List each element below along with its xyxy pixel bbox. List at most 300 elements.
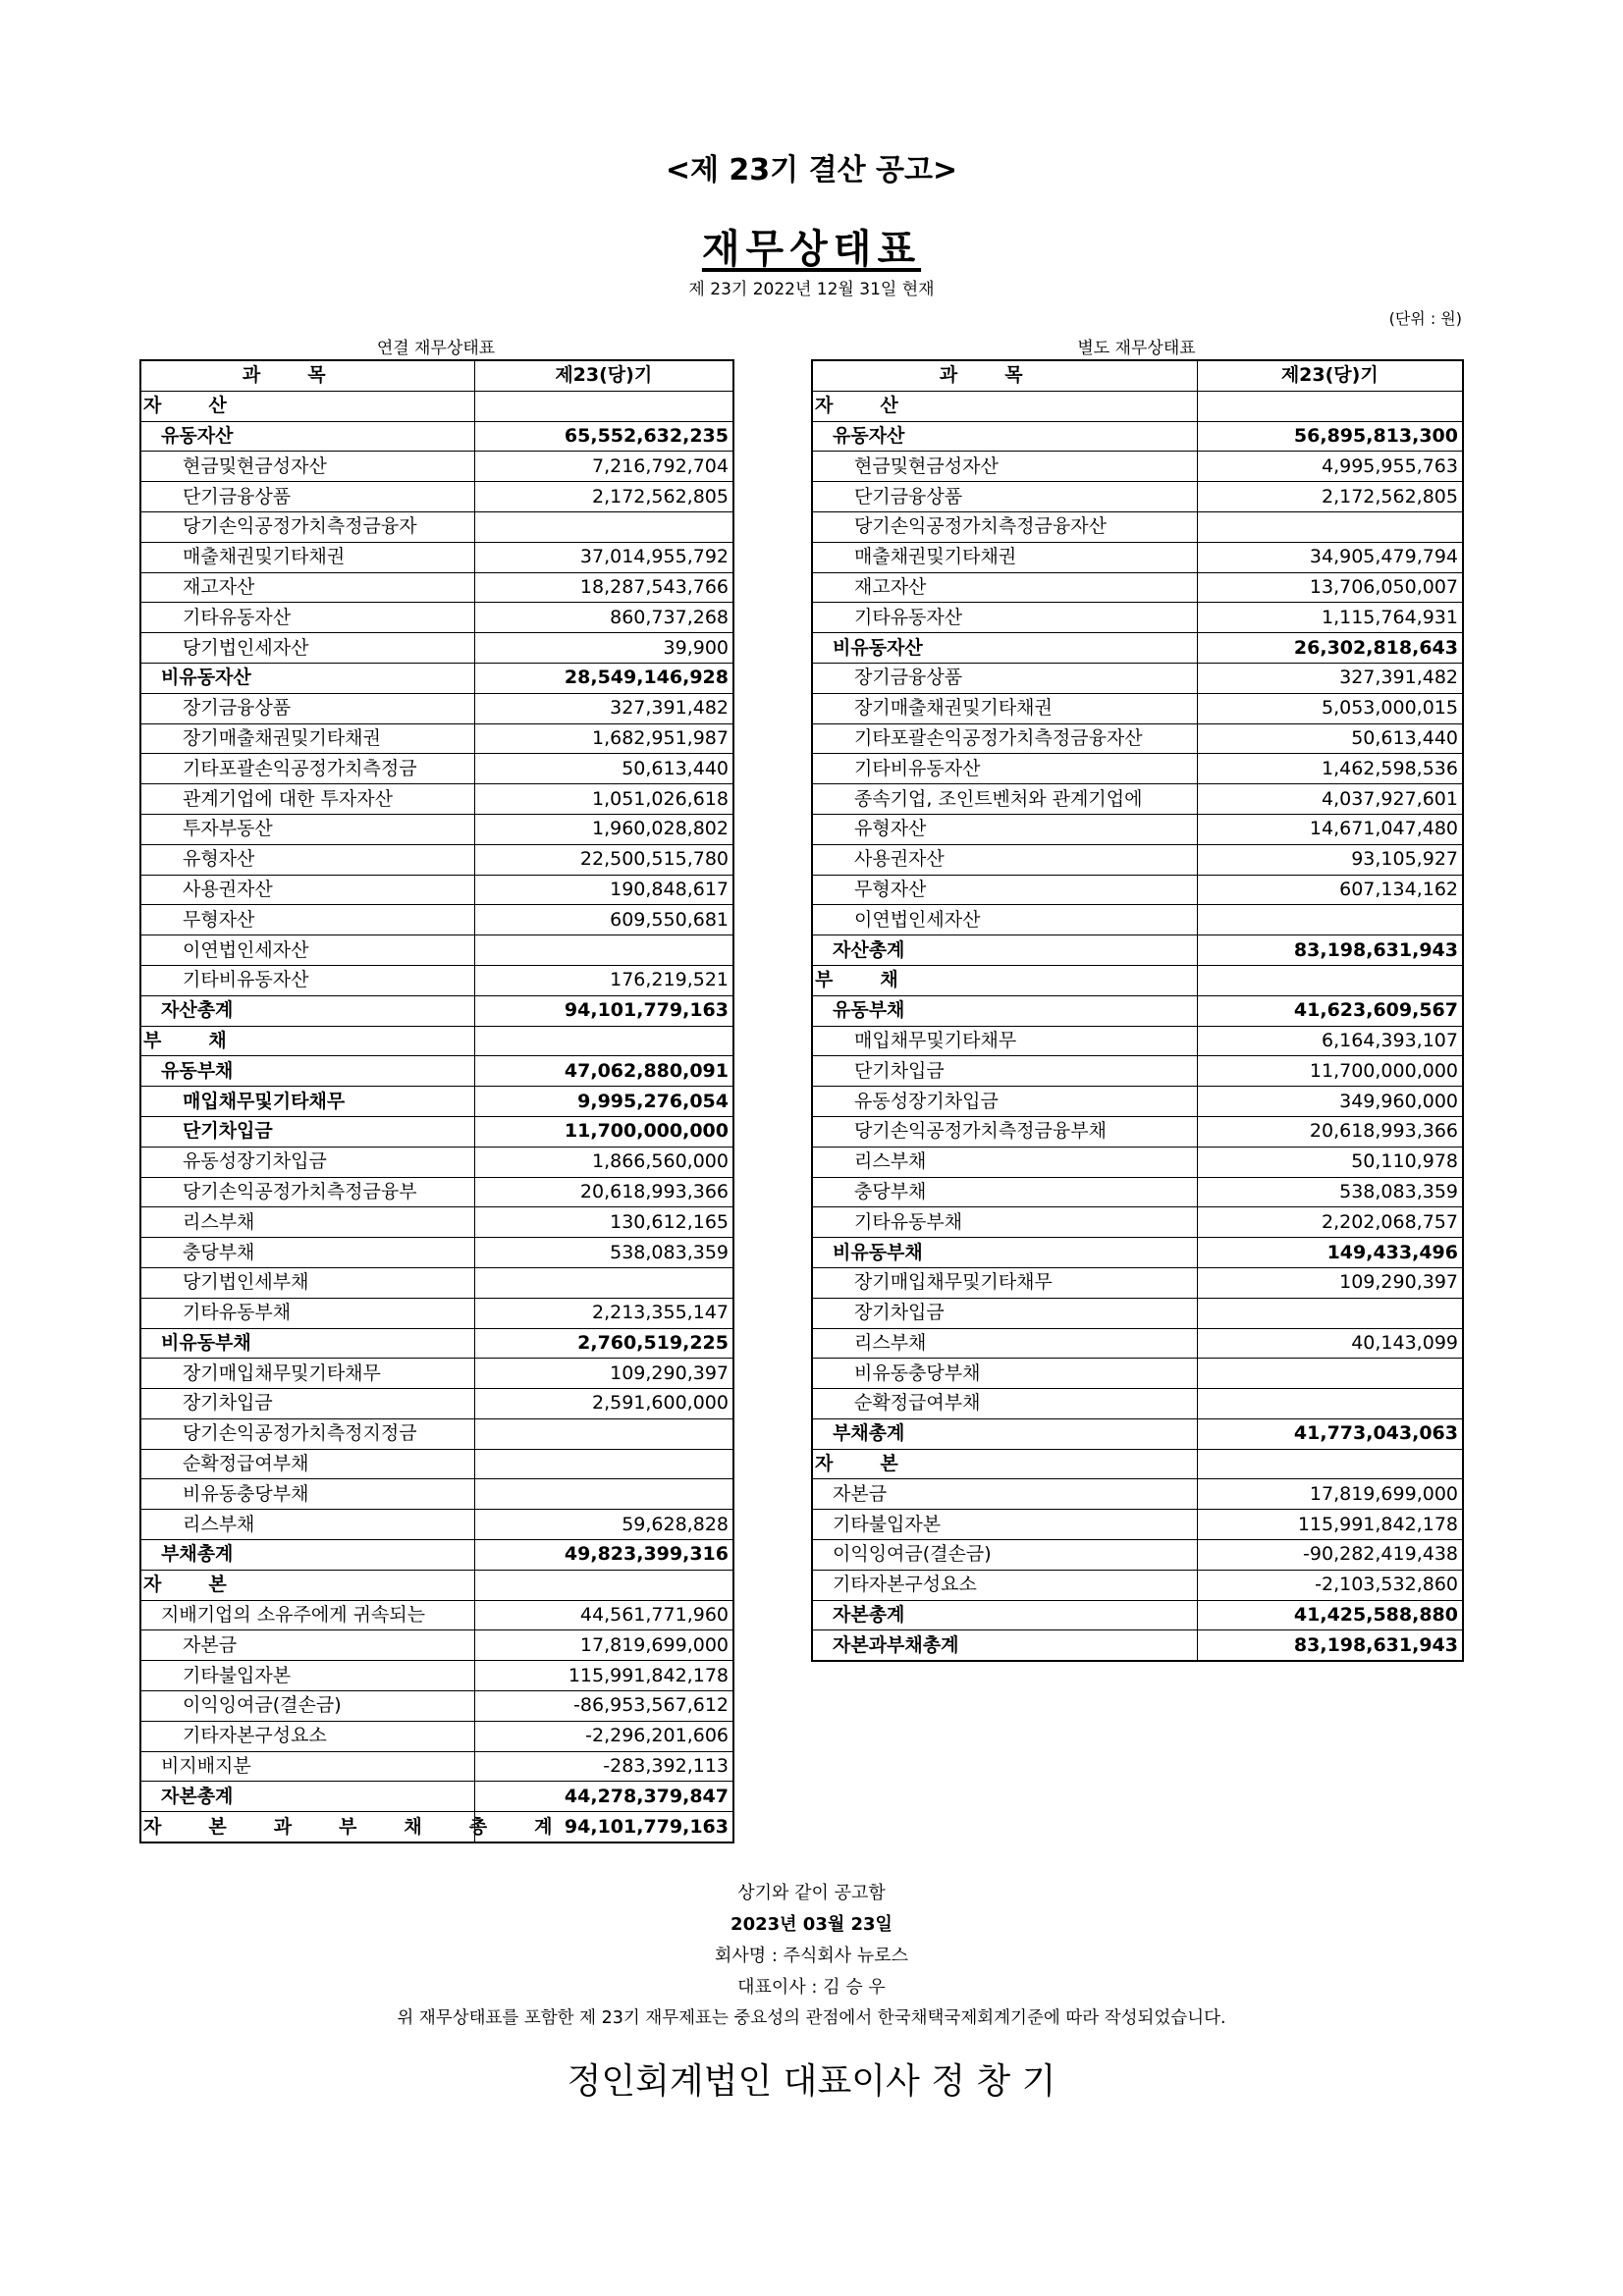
- column-header-period: 제23(당)기: [474, 360, 733, 391]
- account-name-text: 당기손익공정가치측정금융자: [183, 515, 417, 538]
- account-name-text: 순확정급여부채: [183, 1453, 309, 1475]
- account-name: [812, 482, 1197, 512]
- account-name: [140, 844, 474, 875]
- account-name: [140, 572, 474, 603]
- account-name: [140, 1267, 474, 1298]
- table-row: [812, 1630, 1463, 1661]
- account-name: [812, 1359, 1197, 1389]
- account-amount: 2,172,562,805: [1197, 482, 1463, 512]
- account-name: [140, 1359, 474, 1389]
- account-amount: [1197, 1449, 1463, 1479]
- table-row: [812, 844, 1463, 875]
- table-row: [140, 511, 733, 542]
- account-name-text: 장기차입금: [854, 1302, 945, 1324]
- account-name-text: 당기법인세부채: [183, 1271, 309, 1294]
- table-row: [140, 995, 733, 1026]
- account-amount: 4,995,955,763: [1197, 452, 1463, 482]
- account-amount: 609,550,681: [474, 905, 733, 935]
- account-name: [812, 965, 1197, 995]
- account-name-text: 지배기업의 소유주에게 귀속되는: [161, 1604, 426, 1627]
- account-amount: [474, 1479, 733, 1510]
- account-name-text: 기타유동부채: [854, 1210, 963, 1233]
- account-name-text: 리스부채: [854, 1150, 927, 1173]
- account-name: [140, 905, 474, 935]
- account-name: [140, 723, 474, 754]
- account-amount: 39,900: [474, 633, 733, 664]
- account-name: [140, 1207, 474, 1238]
- account-name-text: 재고자산: [854, 575, 927, 598]
- account-name: [140, 1782, 474, 1812]
- account-name-text: 당기법인세자산: [183, 636, 309, 659]
- account-amount: 9,995,276,054: [474, 1087, 733, 1117]
- account-amount: 17,819,699,000: [1197, 1479, 1463, 1510]
- account-name: [140, 1238, 474, 1268]
- table-row: [140, 1087, 733, 1117]
- table-row: [812, 1267, 1463, 1298]
- account-name-text: 장기금융상품: [183, 697, 292, 720]
- account-name: [140, 1298, 474, 1328]
- account-name-text: 부채: [815, 969, 946, 991]
- account-name-text: 이익잉여금(결손금): [183, 1694, 342, 1717]
- account-name-text: 이연법인세자산: [854, 908, 981, 931]
- account-name-text: 이익잉여금(결손금): [833, 1543, 992, 1566]
- account-amount: [1197, 391, 1463, 421]
- table-row: [140, 1540, 733, 1571]
- account-name-text: 장기매입채무및기타채무: [854, 1271, 1053, 1294]
- ceo-name: 대표이사 : 김 승 우: [737, 1977, 886, 1998]
- column-header-item: 과목: [140, 360, 474, 391]
- account-amount: -86,953,567,612: [474, 1691, 733, 1722]
- auditor-signature: 정인회계법인 대표이사 정 창 기: [567, 2061, 1056, 2102]
- company-name: 회사명 : 주식회사 뉴로스: [714, 1946, 909, 1966]
- table-row: [812, 1116, 1463, 1147]
- table-row: [812, 1359, 1463, 1389]
- table-row: [140, 1147, 733, 1177]
- table-row: [812, 421, 1463, 452]
- account-name: [812, 1056, 1197, 1087]
- account-name: [140, 784, 474, 815]
- account-name: [812, 1328, 1197, 1359]
- account-name-text: 충당부채: [183, 1241, 255, 1263]
- account-amount: 50,613,440: [474, 754, 733, 784]
- table-row: [140, 1359, 733, 1389]
- account-amount: 1,462,598,536: [1197, 754, 1463, 784]
- table-row: [140, 905, 733, 935]
- account-amount: 44,561,771,960: [474, 1600, 733, 1630]
- account-name: [140, 1479, 474, 1510]
- account-name: [140, 1540, 474, 1571]
- table-row: [140, 1721, 733, 1751]
- table-row: [140, 1812, 733, 1842]
- account-name: [812, 995, 1197, 1026]
- account-amount: 17,819,699,000: [474, 1630, 733, 1661]
- account-amount: 149,433,496: [1197, 1238, 1463, 1268]
- account-name: [812, 1630, 1197, 1661]
- account-name: [812, 603, 1197, 633]
- table-row: [140, 1298, 733, 1328]
- table-row: [812, 1600, 1463, 1630]
- account-amount: 115,991,842,178: [474, 1661, 733, 1691]
- account-amount: 607,134,162: [1197, 875, 1463, 905]
- account-name-text: 매출채권및기타채권: [854, 546, 1017, 568]
- account-name-text: 유동성장기차입금: [854, 1090, 999, 1112]
- table-row: [140, 935, 733, 966]
- account-name-text: 당기손익공정가치측정금융자산: [854, 515, 1107, 538]
- account-amount: 6,164,393,107: [1197, 1026, 1463, 1056]
- table-row: [140, 814, 733, 844]
- account-name: [812, 1207, 1197, 1238]
- table-row: [812, 1328, 1463, 1359]
- table-row: [812, 1479, 1463, 1510]
- account-amount: [474, 935, 733, 966]
- account-name: [140, 1147, 474, 1177]
- account-name-text: 장기매출채권및기타채권: [183, 726, 381, 749]
- account-amount: 56,895,813,300: [1197, 421, 1463, 452]
- account-name: [140, 391, 474, 421]
- account-amount: 4,037,927,601: [1197, 784, 1463, 815]
- account-amount: 2,591,600,000: [474, 1389, 733, 1419]
- account-name: [140, 1691, 474, 1722]
- account-amount: [474, 391, 733, 421]
- account-amount: 34,905,479,794: [1197, 542, 1463, 572]
- account-name-text: 비유동충당부채: [854, 1362, 981, 1384]
- account-amount: [1197, 965, 1463, 995]
- account-name: [140, 1026, 474, 1056]
- table-row: [812, 542, 1463, 572]
- account-name: [140, 421, 474, 452]
- table-row: [140, 1691, 733, 1722]
- table-row: [140, 1449, 733, 1479]
- account-amount: 1,960,028,802: [474, 814, 733, 844]
- table-row: [812, 693, 1463, 723]
- account-name: [140, 603, 474, 633]
- column-header-item: 과목: [812, 360, 1197, 391]
- table-row: [812, 995, 1463, 1026]
- table-row: [140, 421, 733, 452]
- account-amount: 83,198,631,943: [1197, 1630, 1463, 1661]
- table-row: [140, 1238, 733, 1268]
- account-name-text: 기타불입자본: [183, 1664, 292, 1686]
- account-amount: 327,391,482: [474, 693, 733, 723]
- account-name: [812, 1600, 1197, 1630]
- account-amount: 50,613,440: [1197, 723, 1463, 754]
- account-amount: -90,282,419,438: [1197, 1540, 1463, 1571]
- table-row: [812, 1056, 1463, 1087]
- account-name: [140, 1449, 474, 1479]
- account-name: [812, 542, 1197, 572]
- account-amount: 65,552,632,235: [474, 421, 733, 452]
- account-amount: 1,682,951,987: [474, 723, 733, 754]
- account-name-text: 자산: [815, 395, 946, 417]
- notice-title: <제 23기 결산 공고>: [665, 153, 958, 187]
- account-amount: 109,290,397: [1197, 1267, 1463, 1298]
- table-row: [140, 1207, 733, 1238]
- account-name: [812, 814, 1197, 844]
- table-row: [812, 1207, 1463, 1238]
- table-header-row: [812, 360, 1463, 391]
- account-name: [140, 482, 474, 512]
- consolidated-balance-sheet: [139, 359, 734, 1843]
- account-amount: 860,737,268: [474, 603, 733, 633]
- account-name-text: 기타포괄손익공정가치측정금융자산: [854, 726, 1143, 749]
- account-name: [812, 754, 1197, 784]
- table-row: [140, 391, 733, 421]
- account-amount: [1197, 511, 1463, 542]
- account-amount: 28,549,146,928: [474, 663, 733, 693]
- account-name-text: 당기손익공정가치측정지정금: [183, 1422, 417, 1445]
- account-name-text: 기타유동자산: [854, 606, 963, 628]
- table-row: [140, 1418, 733, 1449]
- table-row: [812, 391, 1463, 421]
- account-name: [140, 995, 474, 1026]
- account-name: [812, 784, 1197, 815]
- account-amount: 2,213,355,147: [474, 1298, 733, 1328]
- account-name: [140, 693, 474, 723]
- account-name: [812, 1116, 1197, 1147]
- account-name: [140, 1600, 474, 1630]
- account-name: [140, 1116, 474, 1147]
- table-row: [812, 1026, 1463, 1056]
- account-name-text: 유동부채: [833, 999, 905, 1022]
- account-amount: 94,101,779,163: [474, 995, 733, 1026]
- account-name: [812, 421, 1197, 452]
- page-title: [0, 218, 1623, 274]
- account-amount: [1197, 1298, 1463, 1328]
- account-name-text: 비유동자산: [833, 636, 923, 659]
- account-amount: 538,083,359: [1197, 1177, 1463, 1207]
- table-row: [812, 723, 1463, 754]
- notice-statement: 상기와 같이 공고함: [737, 1883, 886, 1903]
- consolidated-caption: 연결 재무상태표: [376, 339, 496, 358]
- table-row: [140, 1177, 733, 1207]
- account-name: [812, 844, 1197, 875]
- account-name-text: 비유동부채: [833, 1241, 923, 1263]
- account-amount: [1197, 905, 1463, 935]
- account-name-text: 유동성장기차입금: [183, 1150, 327, 1173]
- table-row: [812, 1449, 1463, 1479]
- table-row: [140, 1479, 733, 1510]
- account-name-text: 기타유동자산: [183, 606, 292, 628]
- account-amount: 40,143,099: [1197, 1328, 1463, 1359]
- account-amount: 1,051,026,618: [474, 784, 733, 815]
- account-amount: 26,302,818,643: [1197, 633, 1463, 664]
- account-name: [812, 1026, 1197, 1056]
- account-amount: 5,053,000,015: [1197, 693, 1463, 723]
- table-row: [812, 754, 1463, 784]
- account-name-text: 리스부채: [183, 1210, 255, 1233]
- table-row: [812, 784, 1463, 815]
- account-name: [140, 511, 474, 542]
- account-amount: [1197, 1389, 1463, 1419]
- account-amount: 50,110,978: [1197, 1147, 1463, 1177]
- account-name: [812, 452, 1197, 482]
- account-amount: 41,623,609,567: [1197, 995, 1463, 1026]
- table-row: [812, 1418, 1463, 1449]
- account-amount: 130,612,165: [474, 1207, 733, 1238]
- account-name-text: 종속기업, 조인트벤처와 관계기업에: [854, 787, 1143, 810]
- account-name: [812, 1177, 1197, 1207]
- table-row: [812, 1570, 1463, 1600]
- account-amount: 1,115,764,931: [1197, 603, 1463, 633]
- table-row: [140, 723, 733, 754]
- table-row: [812, 482, 1463, 512]
- account-amount: 2,172,562,805: [474, 482, 733, 512]
- account-amount: [474, 1267, 733, 1298]
- account-name: [140, 1389, 474, 1419]
- table-row: [140, 1661, 733, 1691]
- account-amount: [474, 1449, 733, 1479]
- account-name: [140, 1630, 474, 1661]
- table-row: [812, 452, 1463, 482]
- account-name-text: 장기차입금: [183, 1392, 273, 1415]
- account-name-text: 유동자산: [833, 424, 905, 447]
- table-row: [140, 965, 733, 995]
- account-amount: 11,700,000,000: [474, 1116, 733, 1147]
- table-row: [140, 542, 733, 572]
- account-name: [812, 875, 1197, 905]
- account-name-text: 단기금융상품: [183, 485, 292, 507]
- account-name-text: 비유동자산: [161, 667, 251, 689]
- table-row: [140, 1510, 733, 1540]
- account-name: [140, 1661, 474, 1691]
- account-name-text: 무형자산: [183, 908, 255, 931]
- table-row: [140, 663, 733, 693]
- account-amount: 83,198,631,943: [1197, 935, 1463, 966]
- account-amount: [474, 1418, 733, 1449]
- table-row: [140, 844, 733, 875]
- account-amount: -2,103,532,860: [1197, 1570, 1463, 1600]
- account-name-text: 기타불입자본: [833, 1513, 942, 1535]
- account-name-text: 단기금융상품: [854, 485, 963, 507]
- notice-date: 2023년 03월 23일: [730, 1914, 893, 1935]
- account-name-text: 사용권자산: [183, 878, 273, 900]
- table-row: [812, 1238, 1463, 1268]
- account-name: [140, 1177, 474, 1207]
- account-name: [812, 1267, 1197, 1298]
- account-name-text: 현금및현금성자산: [183, 454, 327, 477]
- table-row: [812, 1147, 1463, 1177]
- audit-statement: 위 재무상태표를 포함한 제 23기 재무제표는 중요성의 관점에서 한국채택국제회계기준에 따라 작성되었습니다.: [397, 2008, 1226, 2028]
- account-amount: 47,062,880,091: [474, 1056, 733, 1087]
- account-name-text: 자본: [815, 1453, 946, 1475]
- account-amount: 93,105,927: [1197, 844, 1463, 875]
- account-name: [140, 663, 474, 693]
- account-name-text: 장기매출채권및기타채권: [854, 697, 1053, 720]
- column-header-period: 제23(당)기: [1197, 360, 1463, 391]
- table-row: [140, 754, 733, 784]
- table-row: [140, 1389, 733, 1419]
- table-row: [140, 452, 733, 482]
- account-name-text: 자본과부채총계: [833, 1633, 959, 1656]
- table-row: [140, 784, 733, 815]
- account-name: [812, 1087, 1197, 1117]
- table-row: [140, 633, 733, 664]
- account-name: [140, 1087, 474, 1117]
- account-amount: 176,219,521: [474, 965, 733, 995]
- account-name-text: 비지배지분: [161, 1755, 251, 1778]
- account-amount: [474, 1026, 733, 1056]
- account-name-text: 매입채무및기타채무: [854, 1029, 1017, 1051]
- table-row: [140, 603, 733, 633]
- account-amount: 327,391,482: [1197, 663, 1463, 693]
- table-row: [812, 1177, 1463, 1207]
- account-name-text: 장기매입채무및기타채무: [183, 1362, 381, 1384]
- account-amount: 22,500,515,780: [474, 844, 733, 875]
- table-row: [812, 572, 1463, 603]
- account-name-text: 무형자산: [854, 878, 927, 900]
- account-name: [812, 572, 1197, 603]
- account-name-text: 유형자산: [183, 848, 255, 871]
- account-name: [140, 965, 474, 995]
- account-amount: 115,991,842,178: [1197, 1510, 1463, 1540]
- account-name-text: 유동부채: [161, 1059, 234, 1082]
- account-name-text: 매입채무및기타채무: [183, 1090, 346, 1112]
- account-name-text: 관계기업에 대한 투자자산: [183, 787, 393, 810]
- account-name-text: 부채총계: [161, 1543, 234, 1566]
- account-name: [140, 1812, 600, 1842]
- account-name-text: 자본과부채총계: [143, 1815, 600, 1838]
- table-row: [812, 814, 1463, 844]
- account-amount: 349,960,000: [1197, 1087, 1463, 1117]
- account-amount: -283,392,113: [474, 1751, 733, 1782]
- account-name-text: 매출채권및기타채권: [183, 546, 346, 568]
- account-name-text: 재고자산: [183, 575, 255, 598]
- page-title-text: 재무상태표: [701, 227, 922, 272]
- account-amount: 11,700,000,000: [1197, 1056, 1463, 1087]
- account-name: [140, 633, 474, 664]
- table-row: [812, 1510, 1463, 1540]
- period-subtitle: 제 23기 2022년 12월 31일 현재: [688, 280, 935, 299]
- account-amount: 7,216,792,704: [474, 452, 733, 482]
- account-name-text: 기타비유동자산: [183, 969, 309, 991]
- account-name: [140, 935, 474, 966]
- table-row: [812, 511, 1463, 542]
- account-name-text: 이연법인세자산: [183, 938, 309, 961]
- table-row: [812, 1540, 1463, 1571]
- account-amount: -2,296,201,606: [474, 1721, 733, 1751]
- table-row: [140, 1570, 733, 1600]
- consolidated-rows: [140, 391, 733, 1842]
- table-row: [812, 935, 1463, 966]
- account-name-text: 자본금: [183, 1633, 238, 1656]
- account-name-text: 당기손익공정가치측정금융부채: [854, 1120, 1107, 1143]
- account-amount: [474, 511, 733, 542]
- account-name-text: 자본총계: [161, 1785, 234, 1807]
- account-amount: 41,425,588,880: [1197, 1600, 1463, 1630]
- account-name-text: 자본금: [833, 1482, 888, 1505]
- account-name: [140, 1751, 474, 1782]
- table-row: [140, 1026, 733, 1056]
- account-amount: 41,773,043,063: [1197, 1418, 1463, 1449]
- table-row: [140, 1267, 733, 1298]
- table-row: [140, 1600, 733, 1630]
- account-amount: 14,671,047,480: [1197, 814, 1463, 844]
- account-name-text: 단기차입금: [854, 1059, 945, 1082]
- account-name-text: 리스부채: [183, 1513, 255, 1535]
- table-row: [812, 603, 1463, 633]
- account-name: [140, 875, 474, 905]
- account-name-text: 부채: [143, 1029, 274, 1051]
- account-name-text: 리스부채: [854, 1331, 927, 1354]
- table-row: [812, 1298, 1463, 1328]
- account-name-text: 충당부채: [854, 1180, 927, 1202]
- table-row: [140, 572, 733, 603]
- account-name-text: 장기금융상품: [854, 667, 963, 689]
- table-header-row: [140, 360, 733, 391]
- account-name: [812, 1540, 1197, 1571]
- account-name-text: 투자부동산: [183, 818, 273, 840]
- account-amount: 109,290,397: [474, 1359, 733, 1389]
